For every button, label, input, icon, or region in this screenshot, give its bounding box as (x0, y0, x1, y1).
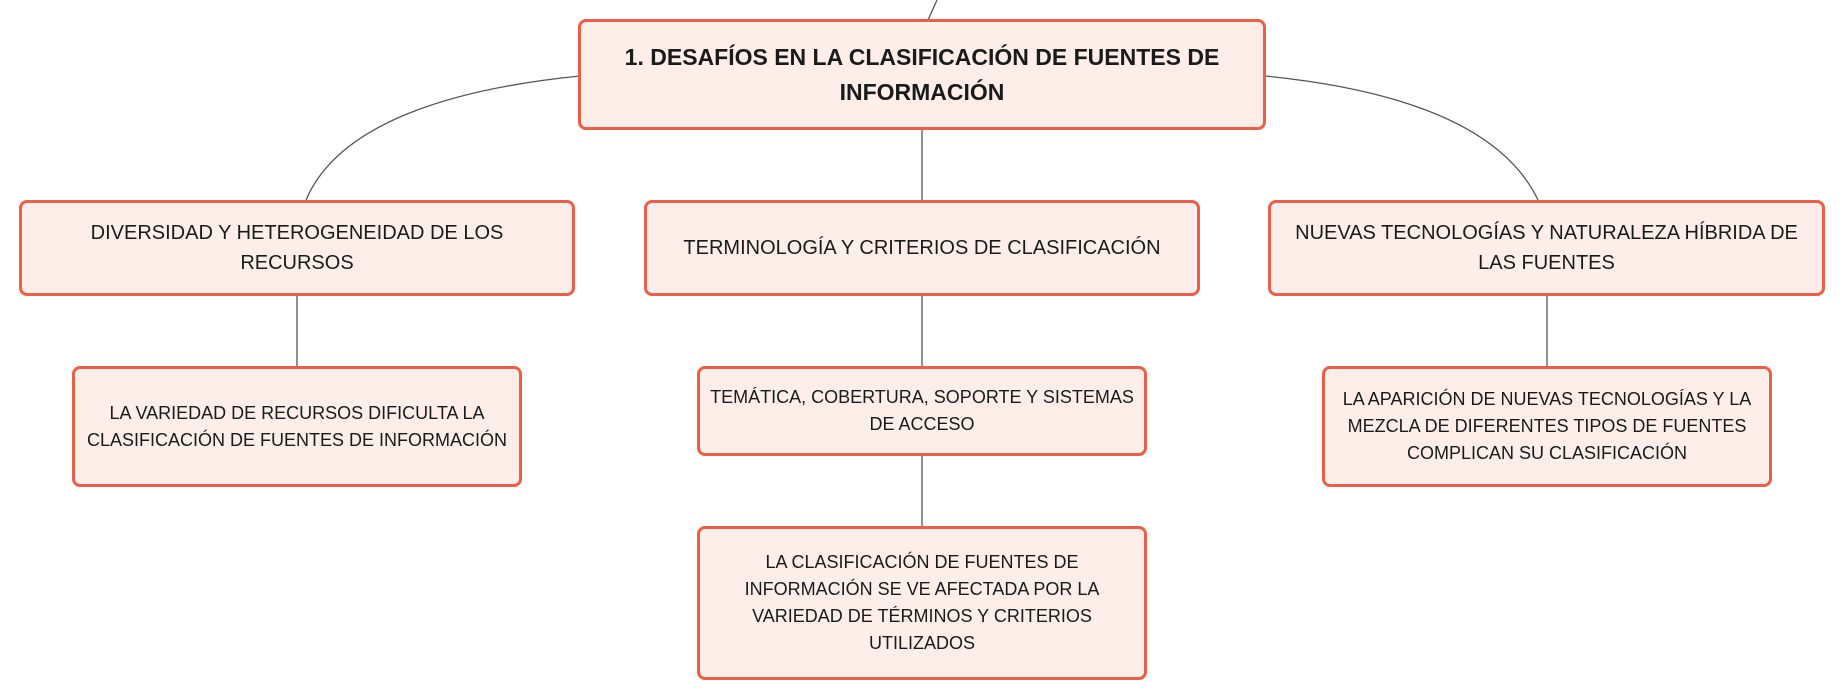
branch-topic-label: NUEVAS TECNOLOGÍAS Y NATURALEZA HÍBRIDA DE LAS FUENTES (1295, 222, 1798, 274)
root-topic[interactable] (578, 19, 1266, 130)
connector-root-to-branch-1 (306, 76, 580, 200)
subtopic-label: TEMÁTICA, COBERTURA, SOPORTE Y SISTEMAS DE ACCESO (710, 387, 1134, 434)
subtopic-label: LA APARICIÓN DE NUEVAS TECNOLOGÍAS Y LA MEZCLA DE DIFERENTES TIPOS DE FUENTES COMPLICAN SU CLASIFICACIÓN (1342, 389, 1752, 463)
root-topic-label: 1. DESAFÍOS EN LA CLASIFICACIÓN DE FUENTES DE INFORMACIÓN (624, 43, 1220, 105)
subtopic-label: LA CLASIFICACIÓN DE FUENTES DE INFORMACIÓN SE VE AFECTADA POR LA VARIEDAD DE TÉRMINOS Y CRITERIOS UTILIZADOS (744, 552, 1100, 653)
branch-topic-terminologia[interactable] (644, 200, 1200, 296)
branch-topic-diversidad[interactable] (19, 200, 575, 296)
subtopic-variedad-recursos[interactable] (72, 366, 522, 487)
connector-root-to-branch-3 (1265, 76, 1538, 200)
subtopic-variedad-terminos[interactable] (697, 526, 1147, 680)
subtopic-nuevas-tecnologias[interactable] (1322, 366, 1772, 487)
branch-topic-nuevas-tecnologias[interactable] (1268, 200, 1825, 296)
subtopic-tematica-cobertura[interactable] (697, 366, 1147, 456)
connector-parent-to-root (928, 0, 937, 20)
branch-topic-label: TERMINOLOGÍA Y CRITERIOS DE CLASIFICACIÓN (683, 237, 1161, 259)
subtopic-label: LA VARIEDAD DE RECURSOS DIFICULTA LA CLASIFICACIÓN DE FUENTES DE INFORMACIÓN (86, 402, 508, 450)
branch-topic-label: DIVERSIDAD Y HETEROGENEIDAD DE LOS RECURSOS (90, 222, 504, 274)
